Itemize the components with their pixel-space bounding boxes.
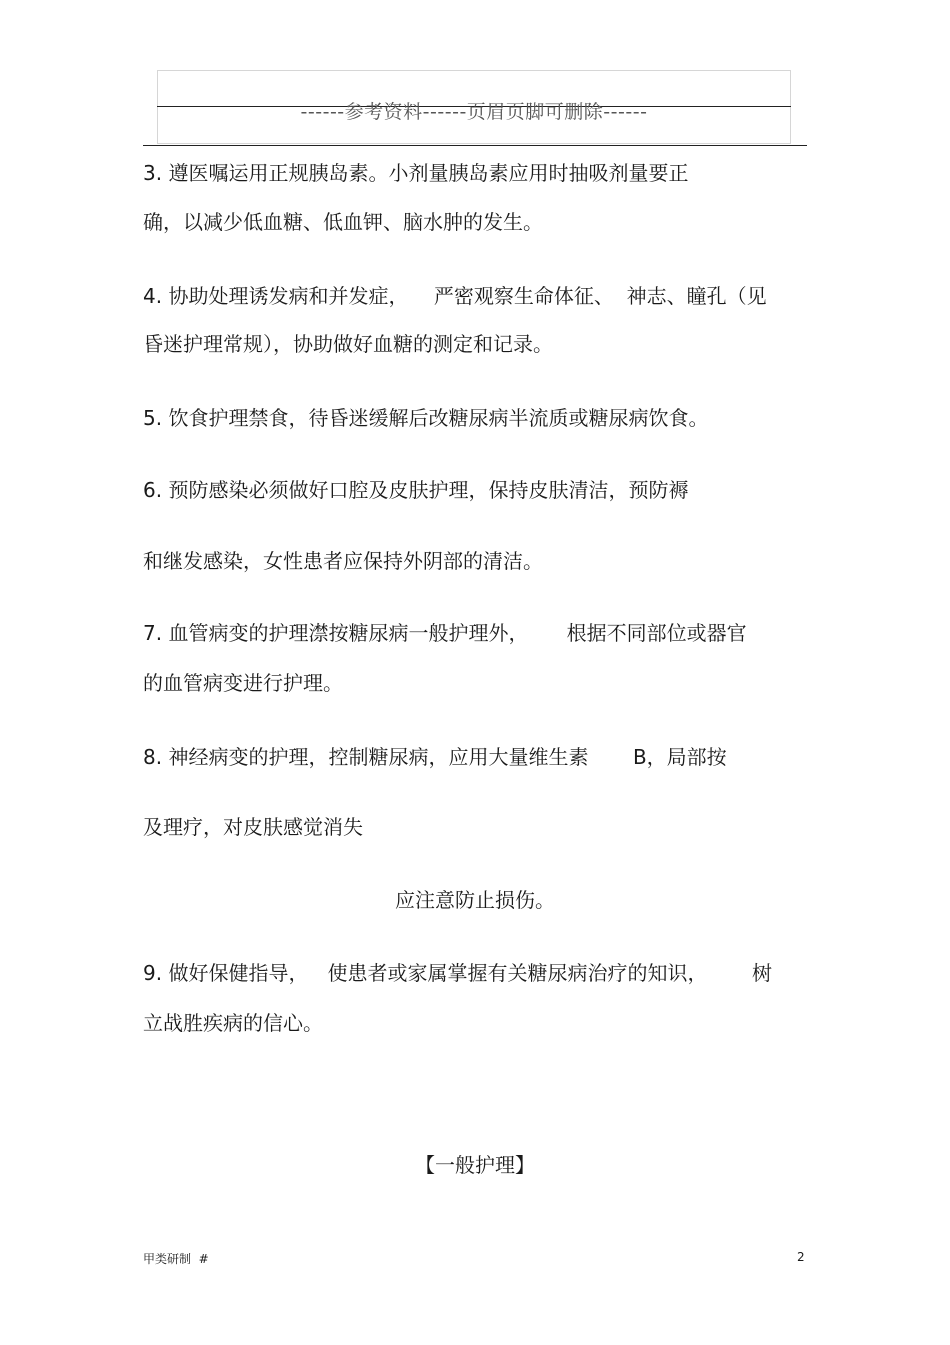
text-line: 昏迷护理常规），协助做好血糖的测定和记录。 [143,332,553,356]
text-line: 7. 血管病变的护理澿按糖尿病一般护理外， 根据不同部位或器官 [143,621,747,645]
text-line: 8. 神经病变的护理，控制糖尿病，应用大量维生素 B，局部按 [143,745,727,769]
text-line: 4. 协助处理诱发病和并发症， 严密观察生命体征、 神志、瞳孔（见 [143,284,767,308]
text-line: 立战胜疾病的信心。 [143,1011,323,1035]
text-line: 3. 遵医嘱运用正规胰岛素。小剂量胰岛素应用时抽吸剂量要正 [143,161,689,185]
text-line: 的血管病变进行护理。 [143,671,343,695]
footer-label: 甲类研制 # [143,1252,209,1266]
header-text: ------参考资料------页眉页脚可删除------ [300,101,648,123]
text-line: 及理疗，对皮肤感觉消失 [143,815,363,839]
header-divider [143,145,807,146]
text-line: 6. 预防感染必须做好口腔及皮肤护理，保持皮肤清洁，预防褥 [143,478,689,502]
text-line: 和继发感染，女性患者应保持外阴部的清洁。 [143,549,543,573]
text-line: 确，以减少低血糖、低血钾、脑水肿的发生。 [143,210,543,234]
text-line: 9. 做好保健指导， 使患者或家属掌握有关糖尿病治疗的知识， 树 [143,961,773,985]
text-line-centered: 应注意防止损伤。 [395,888,555,912]
page-number: 2 [797,1250,805,1264]
text-line: 5. 饮食护理禁食，待昏迷缓解后改糖尿病半流质或糖尿病饮食。 [143,406,709,430]
section-heading: 【一般护理】 [415,1153,535,1177]
